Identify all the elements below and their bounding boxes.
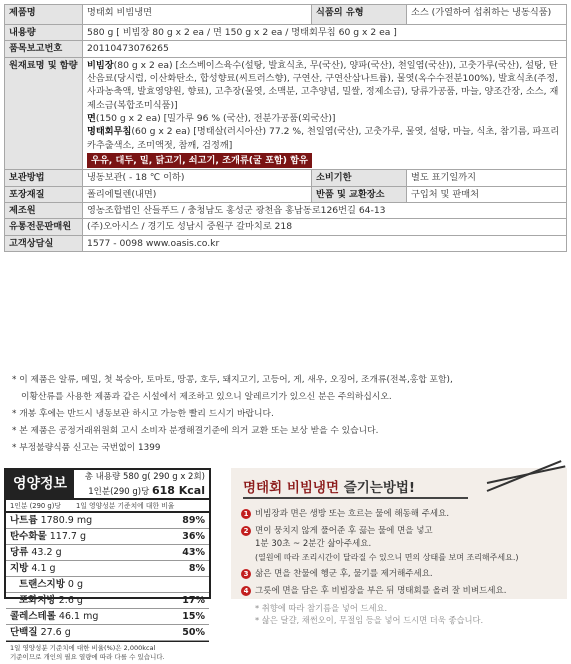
recipe-step (241, 525, 565, 564)
nutrient-name: 콜레스테롤 (10, 611, 56, 622)
nutrient-amount: 43.2 g (31, 547, 62, 558)
ingredient-sauce-title: 비빔장 (87, 59, 114, 71)
footnote-line: 1일 영양성분 기준치에 대한 비율(%)은 2,000kcal (10, 644, 156, 652)
allergy-notice: 우유, 대두, 밀, 닭고기, 쇠고기, 조개류(굴 포함) 함유 (87, 153, 312, 168)
product-name: 명태회 비빔냉면 (83, 5, 312, 25)
nutrient-percent: 50% (182, 627, 205, 638)
calories: 618 Kcal (151, 484, 205, 497)
maker-label: 제조원 (5, 203, 83, 219)
ingredients-cell (83, 57, 567, 170)
nutrient-name: 당류 (10, 547, 29, 558)
recipe-step (241, 585, 565, 598)
recipe-tip: * 취향에 따라 참기름을 넣어 드세요. (255, 603, 388, 613)
maker-value: 영농조합법인 산들푸드 / 충청남도 홍성군 광천읍 홍남동로126번길 64-13 (83, 203, 567, 219)
nutrition-row (6, 577, 209, 593)
nutrient-percent: 15% (182, 611, 205, 622)
nutrition-footnote (6, 641, 209, 664)
serving-per: 1인분(290 g)당 (88, 487, 150, 497)
nutrition-row (6, 529, 209, 545)
notice-line: 이황산류를 사용한 제품과 같은 시설에서 제조하고 있으니 알레르기가 있으신 분은 주의하십시오. (21, 392, 392, 402)
recipe-tip: * 삶은 달걀, 채썬오이, 무절임 등을 넣어 드시면 더욱 좋습니다. (255, 615, 484, 625)
step-text: 면이 뭉치지 않게 풀어준 후 끓는 물에 면을 넣고 (255, 526, 433, 536)
nutrition-title: 영양정보 (6, 470, 74, 498)
nutrition-header (6, 470, 209, 500)
recipe-title-product: 명태회 비빔냉면 (243, 480, 339, 496)
footnote-line: 기준이므로 개인의 필요 열량에 따라 다를 수 있습니다. (10, 653, 165, 661)
content-value: 580 g [ 비빔장 80 g x 2 ea / 면 150 g x 2 ea / 명태회무침 60 g x 2 ea ] (83, 25, 567, 41)
ingredient-noodle-text: (150 g x 2 ea) [밀가루 96 % (국산), 전분가공품(외국산)] (95, 113, 336, 125)
report-number: 20110473076265 (83, 41, 567, 57)
nutrition-row (6, 593, 209, 609)
food-type-label: 식품의 유형 (312, 5, 407, 25)
nutrient-amount: 46.1 mg (58, 611, 99, 622)
recipe-step (241, 568, 565, 581)
nutrient-amount: 0 g (67, 579, 84, 590)
nutrition-subheader (6, 500, 209, 513)
nutrient-percent: 36% (182, 531, 205, 542)
nutrient-percent: 89% (182, 515, 205, 526)
nutrition-facts-panel (4, 468, 211, 661)
nutrient-name: 지방 (10, 563, 29, 574)
title-underline (243, 497, 468, 499)
expiry-label: 소비기한 (312, 170, 407, 186)
nutrient-amount: 2.6 g (58, 595, 83, 606)
ingredient-sauce-qty: (80 g x 2 ea) (113, 59, 176, 71)
customer-service-value: 1577 - 0098 www.oasis.co.kr (83, 235, 567, 251)
step-number-icon: 2 (241, 526, 251, 536)
distributor-value: (주)오아시스 / 경기도 성남시 중원구 갈마치로 218 (83, 219, 567, 235)
recipe-steps (241, 508, 565, 626)
customer-service-label: 고객상담실 (5, 235, 83, 251)
notice-line: * 개봉 후에는 반드시 냉동보관 하시고 가능한 빨리 드시기 바랍니다. (12, 409, 274, 419)
nutrition-row (6, 609, 209, 625)
expiry-value: 별도 표기일까지 (407, 170, 567, 186)
recipe-header (243, 476, 565, 502)
ingredient-pollack-text: (60 g x 2 ea) [명태살(러시아산) 77.2 %, 천일염(국산), 고춧가루, 물엿, 설탕, 마늘, 식초, 참기름, 파프리카추출색소, 조미액젓, 참깨, 검정깨] (87, 126, 560, 151)
nutrient-amount: 4.1 g (31, 563, 56, 574)
step-number-icon: 4 (241, 586, 251, 596)
nutrient-percent: 43% (182, 547, 205, 558)
notice-list (12, 372, 562, 457)
distributor-label: 유통전문판매원 (5, 219, 83, 235)
step-text: 삶은 면을 찬물에 헹군 후, 물기를 제거해주세요. (255, 569, 433, 579)
serving-info (85, 471, 205, 499)
report-number-label: 품목보고번호 (5, 41, 83, 57)
nutrient-percent: 8% (188, 563, 205, 574)
recipe-title (243, 476, 415, 496)
step-text: (열원에 따라 조리시간이 달라질 수 있으니 면의 상태를 보며 조리해주세요.) (255, 553, 519, 562)
ingredients-label: 원재료명 및 함량 (5, 57, 83, 170)
notice-line: * 이 제품은 알류, 메밀, 첫 복숭아, 토마토, 땅콩, 호두, 돼지고기, 고등어, 게, 새우, 오징어, 조개류(전복,홍합 포함), (12, 375, 453, 385)
daily-value-label: 1일 영양성분 기준치에 대한 비율 (76, 502, 175, 510)
notice-line: * 부정불량식품 신고는 국번없이 1399 (12, 443, 161, 453)
nutrient-name: 나트륨 (10, 515, 38, 526)
packaging-label: 포장재질 (5, 186, 83, 202)
chopsticks-icon (487, 460, 562, 492)
step-text: 비빔장과 면은 생방 또는 흐르는 물에 해동해 주세요. (255, 509, 450, 519)
nutrient-amount: 1780.9 mg (40, 515, 93, 526)
nutrition-row (6, 513, 209, 529)
storage-label: 보관방법 (5, 170, 83, 186)
ingredient-noodle-title: 면 (87, 113, 96, 125)
nutrition-row (6, 545, 209, 561)
notice-line: * 본 제품은 공정거래위원회 고시 소비자 분쟁해결기준에 의거 교환 또는 보상 받을 수 있습니다. (12, 426, 379, 436)
serving-total: 총 내용량 580 g( 290 g x 2회) (84, 472, 205, 482)
step-number-icon: 3 (241, 569, 251, 579)
step-number-icon: 1 (241, 509, 251, 519)
nutrient-amount: 27.6 g (40, 627, 71, 638)
recipe-title-rest: 즐기는방법! (339, 480, 416, 496)
content-label: 내용량 (5, 25, 83, 41)
product-name-label: 제품명 (5, 5, 83, 25)
step-text: 그릇에 면을 담은 후 비빔장을 부은 뒤 명태회를 올려 잘 비벼드세요. (255, 586, 507, 596)
nutrient-percent: 17% (182, 595, 205, 606)
product-info-table (4, 4, 567, 252)
step-text: 1분 30초 ~ 2분간 삶아주세요. (255, 539, 372, 549)
return-value: 구입처 및 판매처 (407, 186, 567, 202)
storage-value: 냉동보관( - 18 ℃ 이하) (83, 170, 312, 186)
nutrient-name: 탄수화물 (10, 531, 47, 542)
ingredient-pollack-title: 명태회무침 (87, 126, 132, 138)
nutrition-row (6, 561, 209, 577)
packaging-value: 폴리에틸렌(내면) (83, 186, 312, 202)
nutrient-name: 포화지방 (19, 595, 56, 606)
nutrient-amount: 117.7 g (49, 531, 86, 542)
nutrient-name: 단백질 (10, 627, 38, 638)
per-serving-label: 1인분 (290 g)당 (10, 502, 61, 510)
return-label: 반품 및 교환장소 (312, 186, 407, 202)
food-type: 소스 (가열하여 섭취하는 냉동식품) (407, 5, 567, 25)
nutrition-row (6, 625, 209, 641)
recipe-step (241, 508, 565, 521)
recipe-panel (231, 468, 567, 625)
ingredient-sauce-text: [소스베이스육수(설탕, 발효식초, 무(국산), 양파(국산), 천일염(국산)), 고춧가루(국산), 설탕, 탄산음료(당시럽, 이산화탄소, 합성향료(씨트러스향), 구연산, 구연산삼나트륨), 물엿(옥수수전분100%), 발효식초(주정, 사과농축액, 발효영양원, 향료), 고추장(물엿, 소맥분, 고추양념, 밀쌀, 정제소금), 당류가공품, 마늘, 양조간장, 소스, 재제소금(복합조미식품)] (87, 59, 559, 111)
nutrient-name: 트랜스지방 (19, 579, 65, 590)
